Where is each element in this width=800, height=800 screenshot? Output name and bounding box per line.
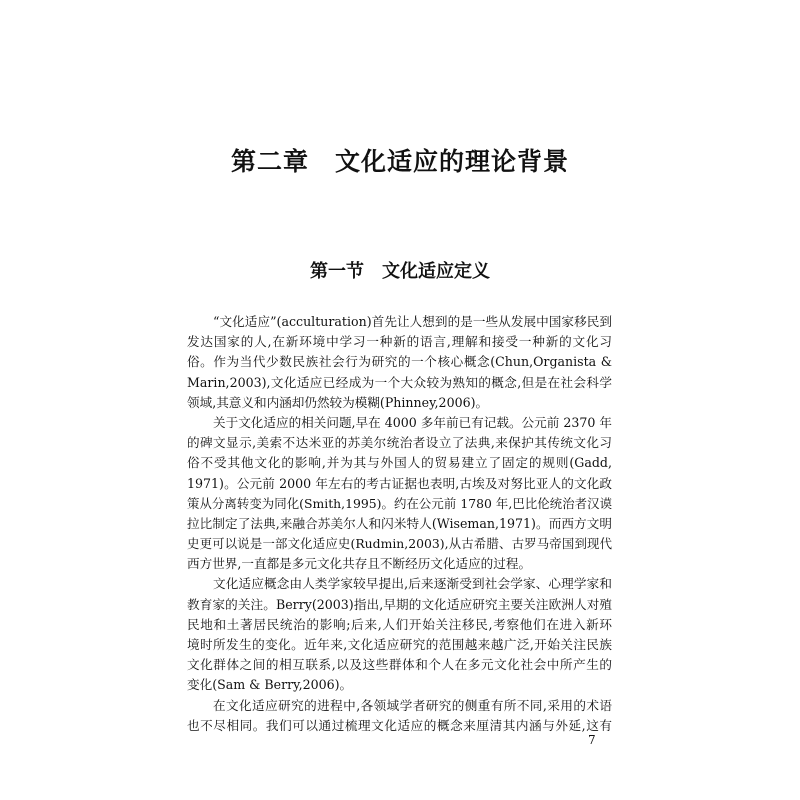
section-title: 第一节 文化适应定义: [310, 261, 490, 282]
text-line: 俗不受其他文化的影响,并为其与外国人的贸易建立了固定的规则(Gadd,: [187, 455, 612, 471]
text-line: 西方世界,一直都是多元文化共存且不断经历文化适应的过程。: [187, 556, 532, 572]
text-line: 境时所发生的变化。近年来,文化适应研究的范围越来越广泛,开始关注民族: [187, 637, 612, 652]
text-line: 变化(Sam & Berry,2006)。: [187, 677, 353, 693]
text-line: 发达国家的人,在新环境中学习一种新的语言,理解和接受一种新的文化习: [187, 334, 612, 350]
page-number: 7: [588, 733, 596, 747]
text-line: 民地和土著居民统治的影响;后来,人们开始关注移民,考察他们在进入新环: [187, 616, 612, 632]
text-line: 俗。作为当代少数民族社会行为研究的一个核心概念(Chun,Organista &: [187, 354, 612, 370]
text-line: 领域,其意义和内涵却仍然较为模糊(Phinney,2006)。: [187, 394, 489, 410]
text-line: 文化群体之间的相互联系,以及这些群体和个人在多元文化社会中所产生的: [187, 657, 612, 673]
text-line: 也不尽相同。我们可以通过梳理文化适应的概念来厘清其内涵与外延,这有: [187, 717, 612, 733]
text-line: “文化适应”(acculturation)首先让人想到的是一些从发展中国家移民到: [213, 314, 612, 329]
text-line: 在文化适应研究的进程中,各领域学者研究的侧重有所不同,采用的术语: [213, 697, 612, 713]
text-line: 1971)。公元前 2000 年左右的考古证据也表明,古埃及对努比亚人的文化政: [187, 475, 612, 491]
text-line: 拉比制定了法典,来融合苏美尔人和闪米特人(Wiseman,1971)。而西方文明: [187, 515, 612, 531]
text-line: 关于文化适应的相关问题,早在 4000 多年前已有记载。公元前 2370 年: [213, 414, 612, 430]
text-line: 文化适应概念由人类学家较早提出,后来逐渐受到社会学家、心理学家和: [213, 576, 612, 592]
text-line: 教育家的关注。Berry(2003)指出,早期的文化适应研究主要关注欧洲人对殖: [187, 596, 612, 612]
text-line: 的碑文显示,美索不达米亚的苏美尔统治者设立了法典,来保护其传统文化习: [187, 435, 612, 451]
text-line: Marin,2003),文化适应已经成为一个大众较为熟知的概念,但是在社会科学: [187, 374, 612, 390]
text-line: 史更可以说是一部文化适应史(Rudmin,2003),从古希腊、古罗马帝国到现代: [187, 536, 612, 552]
text-line: 策从分离转变为同化(Smith,1995)。约在公元前 1780 年,巴比伦统治者汉谟: [187, 495, 612, 511]
chapter-title: 第二章 文化适应的理论背景: [230, 147, 569, 176]
body-text: [187, 312, 612, 736]
